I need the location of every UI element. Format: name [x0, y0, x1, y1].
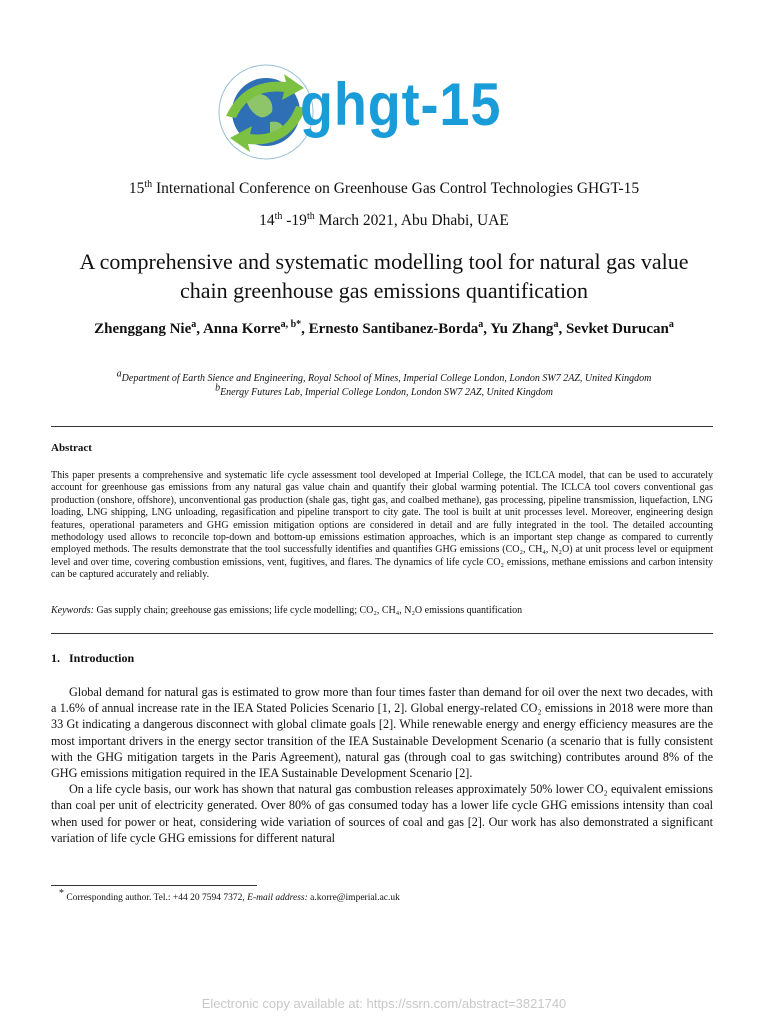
paragraph: On a life cycle basis, our work has shown that natural gas combustion releases approximately 50% lower CO₂ equivalent emissions than coal per unit of electricity generated. Over 80% of gas consumed today has a lower life cycle GHG emissions intensity than coal when used for power or heat, considering wide variation of sources of coal and gas [2]. Our work has also demonstrated a significant variation of life cycle GHG emissions for different natural — [51, 782, 713, 845]
logo-wordmark: ghgt-15 — [300, 71, 502, 138]
email-link: a.korre@imperial.ac.uk — [307, 893, 400, 903]
paper-title: A comprehensive and systematic modelling tool for natural gas value chain greenhouse gas emissions quantification — [79, 249, 689, 303]
top-divider — [51, 426, 713, 427]
footnote-divider — [51, 885, 257, 886]
paragraph: Global demand for natural gas is estimated to grow more than four times faster than demand for oil over the next two decades, with a 1.6% of annual increase rate in the IEA Stated Policies Scenario [1, 2]. Global energy-related CO₂ emissions in 2018 were more than 33 Gt indicating a dangerous disconnect with global climate goals [2]. While renewable energy and energy efficiency measures are the most important drivers in the energy sector transition of the IEA Sustainable Development Scenario (a scenario that is fully consistent with the GHG mitigation targets in the Paris Agreement), natural gas (through coal to gas switching) contributes around 8% of the GHG emissions mitigation required in the IEA Sustainable Development Scenario [2]. — [51, 685, 713, 781]
affiliations — [40, 368, 728, 400]
ssrn-watermark: Electronic copy available at: https://ssrn.com/abstract=3821740 — [201, 996, 567, 1011]
affiliation-b: $^b$Energy Futures Lab, Imperial College London, London SW7 2AZ, United Kingdom — [215, 382, 553, 398]
keywords — [51, 605, 713, 616]
author-name: Zhenggang Nie — [94, 321, 192, 337]
author-name: Ernesto Santibanez-Borda — [308, 321, 479, 337]
conference-name: 15th International Conference on Greenhouse Gas Control Technologies GHGT-15 — [128, 178, 640, 197]
author-list: Zhenggang Nie$^a$, Anna Korre$^{a, b*}$, Ernesto Santibanez-Borda$^a$, Yu Zhang$^a$, Sevket Durucan$^a$ — [94, 319, 674, 337]
footnote: * Corresponding author. Tel.: +44 20 7594 7372, E-mail address: a.korre@imperial.ac.uk — [59, 887, 400, 903]
author-name: Yu Zhang — [490, 321, 554, 337]
abstract-text: This paper presents a comprehensive and systematic life cycle assessment tool developed at Imperial College, the ICLCA model, that can be used to accurately account for greenhouse gas emissions from any natural gas value chain and quantify their global warming potential. The ICLCA tool covers conventional gas production (onshore, offshore), unconventional gas production (shale gas, tight gas, and coalbed methane), gas processing, pipeline transmission, liquefaction, LNG loading, LNG shipping, LNG unloading, regasification and pipeline transport to city gate. The tool is built at unit processes level. Moreover, engineering design features, operational parameters and GHG emission mitigation options are considered in detail and are fully integrated in the tool. The detailed accounting methodology used allows to reconcile top-down and bottom-up emissions estimation approaches, which is an important step change as compared to currently employed methods. The results demonstrate that the tool successfully identifies and quantifies GHG emissions (CO₂, CH₄, N₂O) at unit process level or equipment level and over time, covering combustion emissions, vent, fugitives, and flares. The dynamics of life cycle CO₂ emissions, methane emissions and carbon intensity can be captured accurately and reliably. — [51, 470, 713, 581]
author-name: Sevket Durucan — [565, 321, 669, 337]
conference-dates: 14th -19th March 2021, Abu Dhabi, UAE — [259, 210, 509, 229]
section-heading: 1. Introduction — [51, 651, 135, 665]
abstract-heading: Abstract — [51, 442, 92, 454]
section-body — [51, 684, 713, 846]
keywords-label: Keywords: — [51, 605, 94, 616]
bottom-divider — [51, 633, 713, 634]
keywords-text: Gas supply chain; greehouse gas emissions; life cycle modelling; CO₂, CH₄, N₂O emissions quantification — [93, 605, 523, 616]
affiliation-a: $^a$Department of Earth Sience and Engineering, Royal School of Mines, Imperial College London, London SW7 2AZ, United Kingdom — [116, 368, 652, 384]
author-name: Anna Korre — [202, 321, 281, 337]
